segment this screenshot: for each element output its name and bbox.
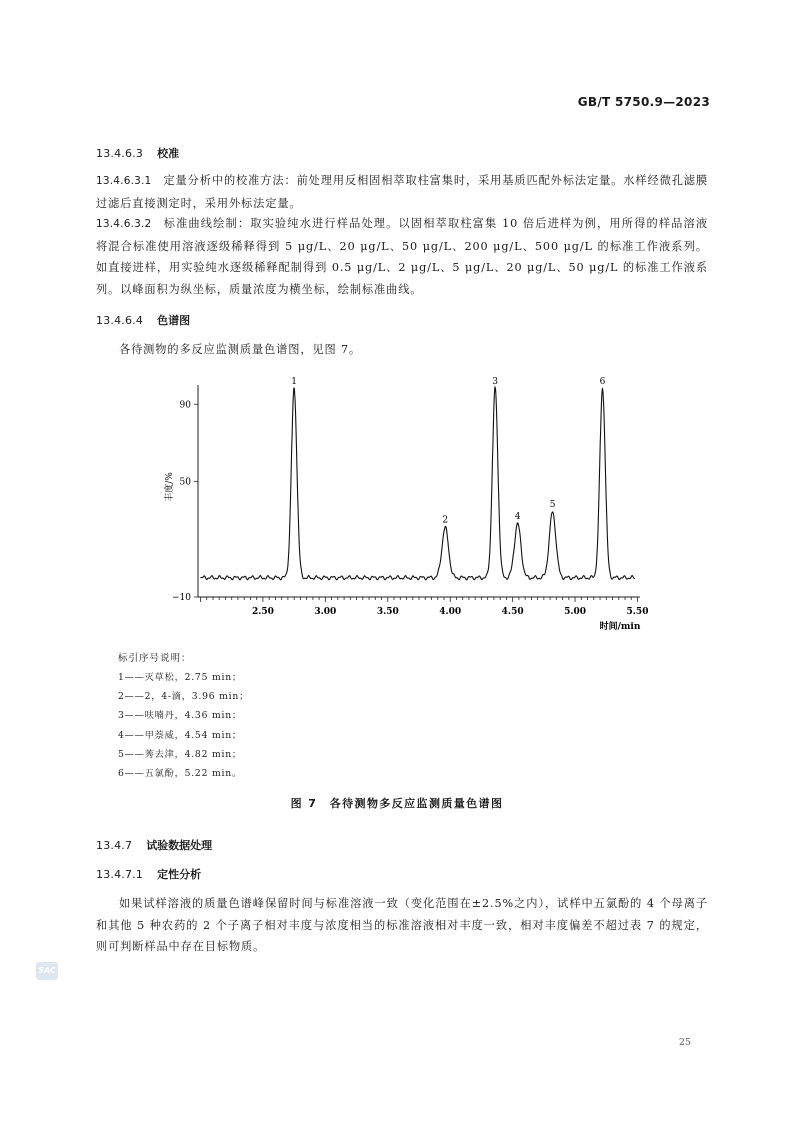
section-title: 色谱图 xyxy=(157,314,191,327)
chart-marks xyxy=(201,377,636,580)
figure-caption: 图 7 各待测物多反应监测质量色谱图 xyxy=(290,797,504,810)
paragraph-qualitative-analysis: 如果试样溶液的质量色谱峰保留时间与标准溶液一致（变化范围在±2.5%之内），试样中五氯酚的 4 个母离子和其他 5 种农药的 2 个子离子相对丰度与浓度相当的标准溶液相对丰度一致，相对丰度偏差不超过表 7 的规定，则可判断样品中存在目标物质。 xyxy=(96,897,708,953)
peak-label: 1 xyxy=(291,376,298,387)
legend-item: 3——呋喃丹，4.36 min； xyxy=(118,710,242,722)
peak-label: 4 xyxy=(514,511,521,522)
paragraph-calibration-method xyxy=(96,170,708,214)
paragraph-text: 标准曲线绘制：取实验纯水进行样品处理。以固相萃取柱富集 10 倍后进样为例，用所得的样品溶液将混合标准使用溶液逐级稀释得到 5 μg/L、20 μg/L、50 μg/L、200 μg/L、500 μg/L 的标准工作液系列。如直接进样，用实验纯水逐级稀释配制得到 0.5 μg/L、2 μg/L、5 μg/L、20 μg/L、50 μg/L 的标准工作液系列。以峰面积为纵坐标，质量浓度为横坐标，绘制标准曲线。 xyxy=(96,217,708,296)
peak-label: 6 xyxy=(599,376,606,387)
chromatogram-chart xyxy=(150,375,660,640)
legend-item: 4——甲萘威，4.54 min； xyxy=(118,729,242,741)
x-axis-label: 时间/min xyxy=(599,622,641,632)
x-tick-label: 5.50 xyxy=(626,607,649,617)
section-number: 13.4.6.3 xyxy=(96,147,144,160)
section-number: 13.4.7.1 xyxy=(96,868,144,881)
section-heading-13-4-6-4 xyxy=(96,312,190,328)
peak-label: 2 xyxy=(442,515,449,526)
x-tick-label: 3.50 xyxy=(376,607,399,617)
peak-apex xyxy=(445,527,446,528)
legend-item: 1——灭草松，2.75 min； xyxy=(118,672,242,683)
peak-label: 5 xyxy=(549,500,556,511)
section-heading-13-4-6-3 xyxy=(96,145,179,161)
peak-apex xyxy=(495,388,496,389)
legend-item: 6——五氯酚，5.22 min。 xyxy=(118,768,242,780)
x-tick-label: 4.00 xyxy=(439,607,462,617)
peak-apex xyxy=(517,523,518,524)
legend-list xyxy=(118,668,249,783)
clause-number: 13.4.6.3.1 xyxy=(96,175,152,187)
x-tick-label: 3.00 xyxy=(314,607,337,617)
section-heading-13-4-7 xyxy=(96,837,212,853)
peak-apex xyxy=(602,388,603,389)
standard-code: GB/T 5750.9—2023 xyxy=(577,95,710,109)
y-axis-label: 丰度/% xyxy=(165,472,175,502)
peak-apex xyxy=(552,512,553,513)
section-title: 试验数据处理 xyxy=(146,839,213,852)
y-tick-label: 50 xyxy=(179,477,191,488)
section-number: 13.4.7 xyxy=(96,839,133,852)
x-tick-label: 4.50 xyxy=(501,607,524,617)
paragraph-text: 定量分析中的校准方法：前处理用反相固相萃取柱富集时，采用基质匹配外标法定量。水样经微孔滤膜过滤后直接测定时，采用外标法定量。 xyxy=(96,174,708,210)
page-number: 25 xyxy=(678,1037,691,1048)
legend-item: 5——莠去津，4.82 min； xyxy=(118,748,242,760)
section-number: 13.4.6.4 xyxy=(96,314,144,327)
section-title: 校准 xyxy=(157,147,180,160)
paragraph-chromatogram-ref: 各待测物的多反应监测质量色谱图，见图 7。 xyxy=(119,343,362,356)
peak-apex xyxy=(294,388,295,389)
y-tick-label: 90 xyxy=(179,400,191,411)
y-tick-label: −10 xyxy=(172,593,191,603)
section-title: 定性分析 xyxy=(157,868,202,881)
sac-watermark-logo: SAC xyxy=(36,962,58,980)
legend-item: 2——2，4-滴，3.96 min； xyxy=(118,691,250,703)
paragraph-standard-curve xyxy=(96,213,708,300)
chart-axes xyxy=(172,385,648,617)
x-tick-label: 5.00 xyxy=(564,607,587,617)
legend-title: 标引序号说明： xyxy=(118,653,192,664)
clause-number: 13.4.6.3.2 xyxy=(96,218,152,230)
chromatogram-trace xyxy=(201,387,636,580)
section-heading-13-4-7-1 xyxy=(96,866,201,882)
x-tick-label: 2.50 xyxy=(251,607,274,617)
peak-label: 3 xyxy=(492,376,499,387)
